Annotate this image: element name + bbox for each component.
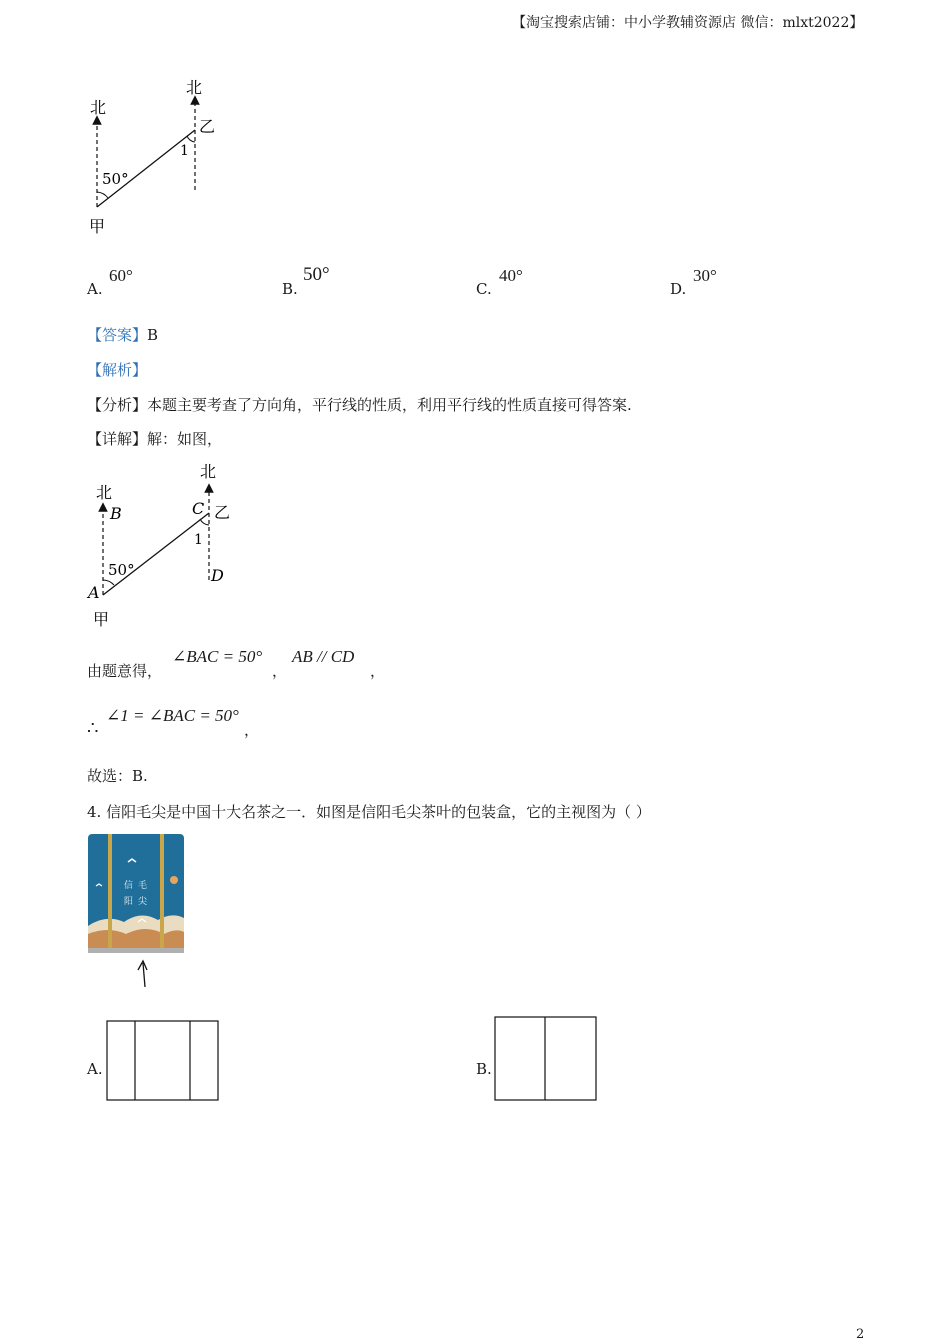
answer-tag: 【答案】 bbox=[87, 326, 148, 344]
label-angle-1: 1 bbox=[194, 532, 203, 548]
q4-option-a-letter[interactable]: A. bbox=[87, 1060, 103, 1078]
detailed-solution: 【详解】解：如图， bbox=[87, 430, 223, 448]
segment-jia-yi bbox=[97, 130, 195, 207]
north-label-right: 北 bbox=[200, 462, 217, 481]
conclusion-expr: ∠1 = ∠BAC = 50° bbox=[106, 706, 239, 725]
direction-figure-2 bbox=[80, 455, 250, 635]
segment-ac bbox=[103, 513, 209, 595]
north-label-right: 北 bbox=[186, 78, 203, 97]
tea-box-image bbox=[86, 830, 186, 990]
angle-arc-50 bbox=[97, 192, 108, 198]
box-char: 毛 bbox=[138, 881, 148, 891]
answer-line bbox=[87, 326, 158, 344]
label-yi: 乙 bbox=[214, 503, 231, 522]
page-header: 【淘宝搜索店铺：中小学教辅资源店 微信：mlxt2022】 bbox=[512, 15, 864, 31]
conclusion-end: ， bbox=[244, 721, 260, 739]
box-gold-bar bbox=[108, 834, 112, 952]
point-b: B bbox=[110, 504, 122, 523]
box-gold-bar bbox=[160, 834, 164, 952]
point-c: C bbox=[192, 499, 205, 518]
label-jia: 甲 bbox=[93, 610, 110, 629]
point-d: D bbox=[211, 566, 224, 585]
angle-label-50: 50° bbox=[102, 170, 129, 188]
given-angle-bac: ∠BAC = 50° bbox=[172, 647, 263, 666]
q4-option-a-figure[interactable] bbox=[106, 1020, 220, 1102]
option-a-letter[interactable]: A. bbox=[87, 280, 103, 298]
view-arrow-icon bbox=[138, 961, 147, 970]
label-angle-1: 1 bbox=[180, 143, 189, 159]
box-char: 阳 bbox=[124, 897, 134, 907]
given-end: ， bbox=[370, 662, 386, 680]
q4-option-b-figure[interactable] bbox=[494, 1016, 598, 1102]
q4-option-b-letter[interactable]: B. bbox=[476, 1060, 492, 1078]
angle-arc-bac bbox=[103, 580, 114, 585]
given-prefix: 由题意得， bbox=[87, 662, 163, 680]
angle-arc-1 bbox=[187, 136, 195, 142]
therefore-symbol: ∴ bbox=[87, 718, 99, 739]
answer-value: B bbox=[147, 326, 159, 344]
direction-figure-1 bbox=[80, 70, 230, 240]
view-arrow-shaft bbox=[143, 963, 145, 987]
analysis-summary: 【分析】本题主要考查了方向角，平行线的性质，利用平行线的性质直接可得答案. bbox=[87, 396, 632, 414]
question-4-text: 4. 信阳毛尖是中国十大名茶之一．如图是信阳毛尖茶叶的包装盒，它的主视图为（ ） bbox=[87, 803, 651, 821]
final-choice: 故选：B. bbox=[87, 767, 148, 785]
given-sep: ， bbox=[272, 662, 288, 680]
angle-arc-1 bbox=[200, 519, 209, 525]
north-label-left: 北 bbox=[90, 98, 107, 117]
option-d-value: 30° bbox=[693, 266, 717, 285]
option-d-letter[interactable]: D. bbox=[670, 280, 687, 298]
label-jia: 甲 bbox=[89, 217, 106, 236]
option-a-value: 60° bbox=[109, 266, 133, 285]
label-yi: 乙 bbox=[199, 117, 216, 136]
angle-label-50: 50° bbox=[108, 561, 135, 579]
box-base bbox=[88, 948, 184, 953]
option-b-letter[interactable]: B. bbox=[282, 280, 298, 298]
option-c-value: 40° bbox=[499, 266, 523, 285]
page-number: 2 bbox=[856, 1327, 865, 1342]
point-a: A bbox=[88, 583, 100, 602]
analysis-tag: 【解析】 bbox=[87, 361, 148, 379]
option-b-value: 50° bbox=[303, 264, 330, 285]
option-a-outline bbox=[107, 1021, 218, 1100]
option-c-letter[interactable]: C. bbox=[476, 280, 492, 298]
given-parallel: AB // CD bbox=[292, 647, 355, 666]
north-label-left: 北 bbox=[96, 483, 113, 502]
box-char: 信 bbox=[124, 881, 134, 891]
box-char: 尖 bbox=[138, 897, 148, 907]
box-sun bbox=[170, 876, 178, 884]
